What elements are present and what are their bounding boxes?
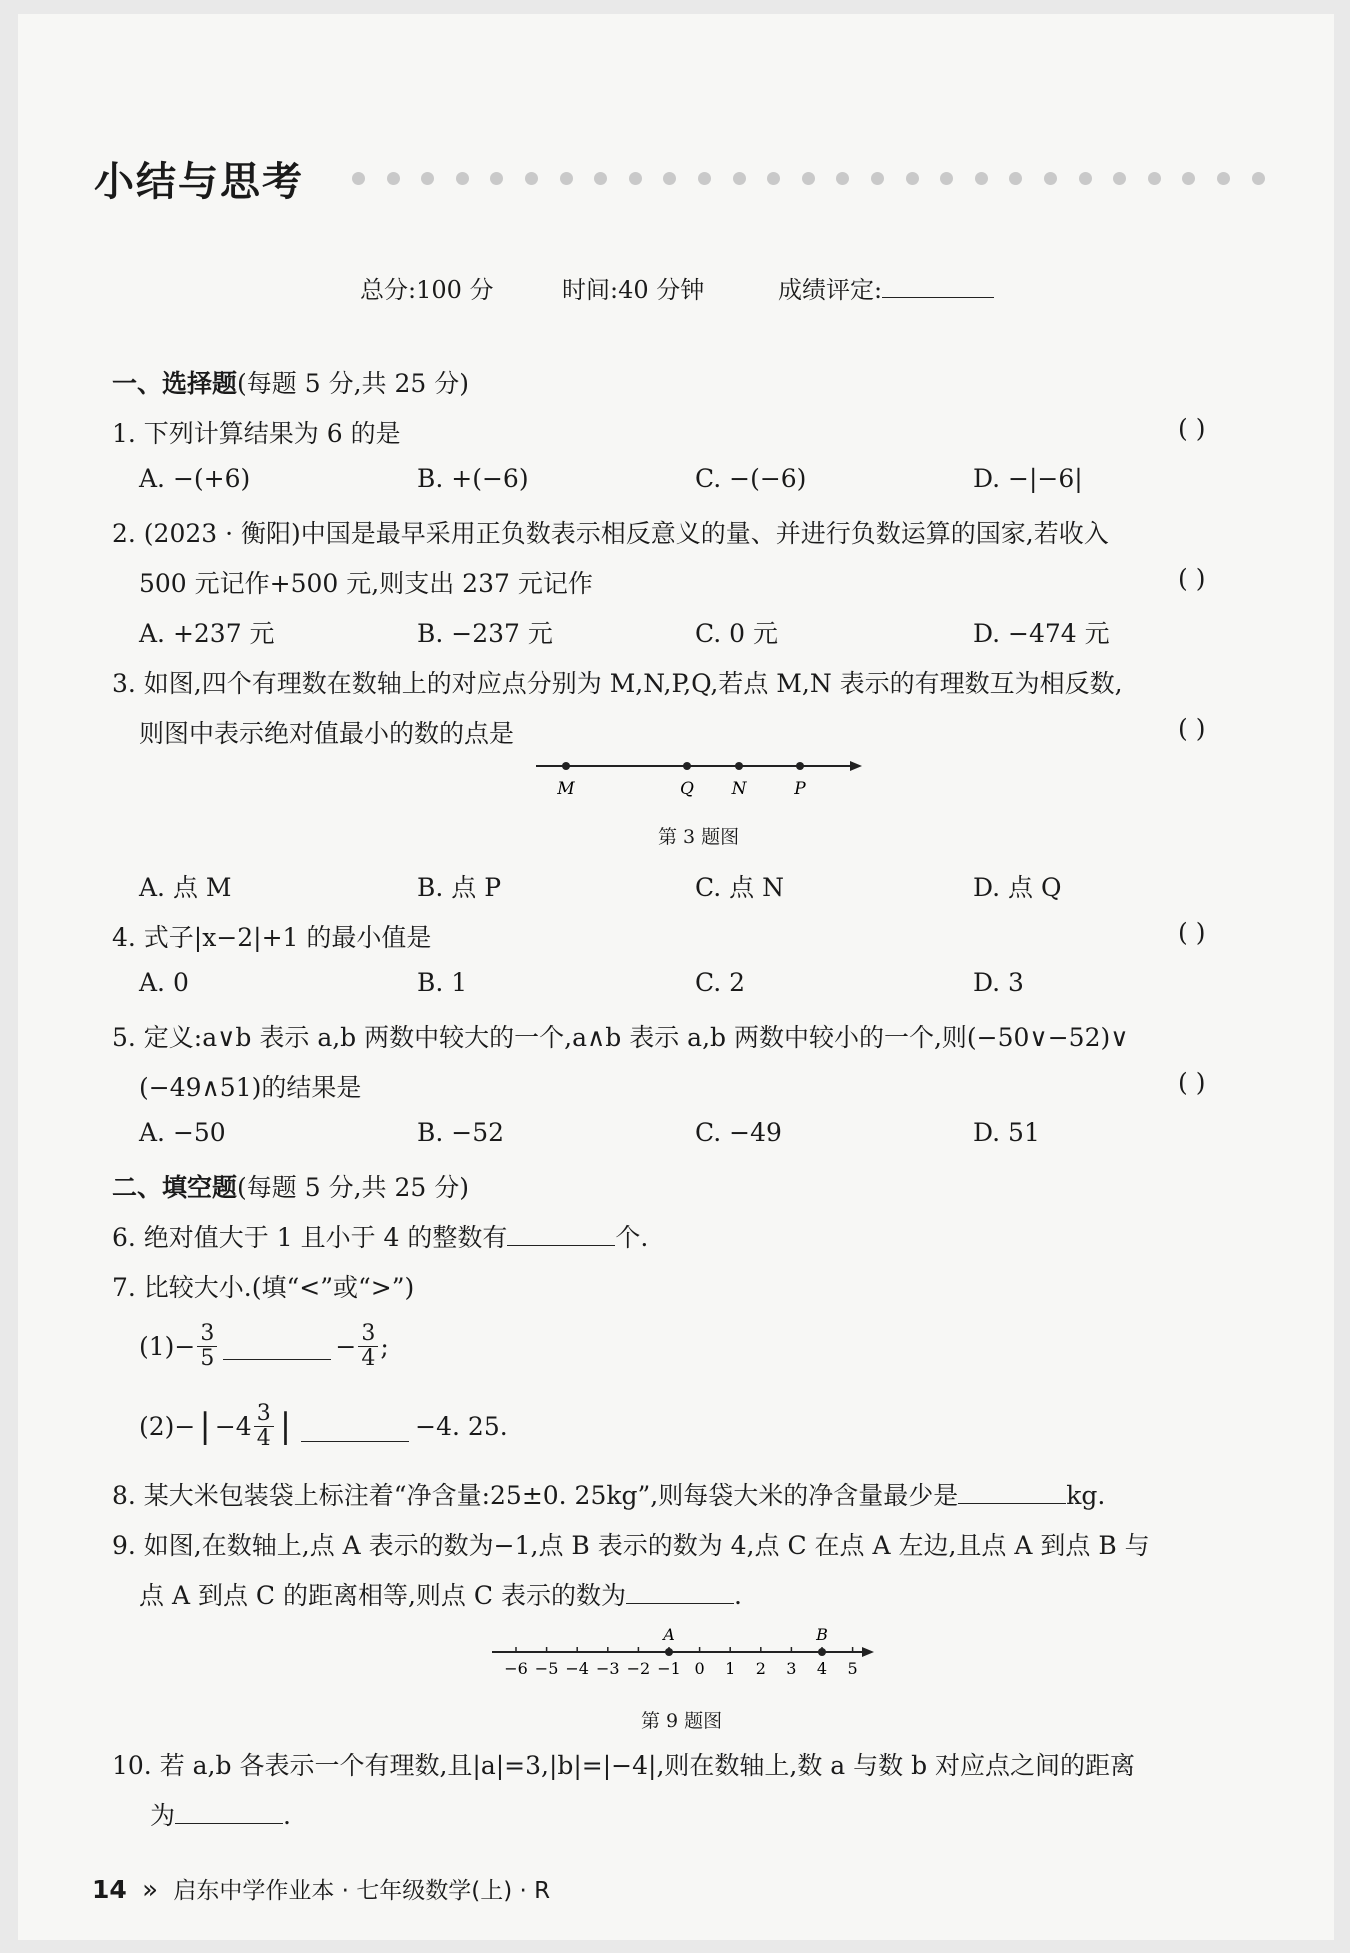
q4-option-c[interactable]: C. 2 (695, 968, 746, 997)
q3-stem-line2: 则图中表示绝对值最小的数的点是 (139, 719, 515, 748)
q10-answer-blank[interactable] (175, 1823, 283, 1824)
q2-option-d[interactable]: D. −474 元 (973, 619, 1110, 648)
q3-answer-paren[interactable]: ( ) (1178, 714, 1206, 743)
q3-point-n-label: N (731, 779, 747, 799)
title-dot (1079, 172, 1092, 185)
q10-stem-line1: 10. 若 a,b 各表示一个有理数,且|a|=3,|b|=|−4|,则在数轴上,数 a 与数 b 对应点之间的距离 (112, 1751, 1136, 1780)
q7-fraction-b-den: 4 (361, 1345, 376, 1371)
q5-answer-paren[interactable]: ( ) (1178, 1068, 1206, 1097)
q7-part2-blank[interactable] (301, 1441, 409, 1442)
title-dot-rule (352, 172, 1272, 186)
q3-option-d[interactable]: D. 点 Q (973, 873, 1062, 902)
title-dot (1182, 172, 1195, 185)
q3-figure-caption: 第 3 题图 (658, 826, 740, 848)
section1-note: (每题 5 分,共 25 分) (237, 369, 469, 398)
q1-option-a[interactable]: A. −(+6) (139, 464, 251, 493)
grade-label (778, 270, 994, 305)
title-dot (767, 172, 780, 185)
q9-point-a-label: A (663, 1625, 675, 1644)
q3-point-n-dot (735, 762, 743, 770)
q9-tick-label: −6 (504, 1659, 528, 1678)
q3-option-b[interactable]: B. 点 P (417, 873, 502, 902)
title-dot (1113, 172, 1126, 185)
q9-point-b-label: B (816, 1625, 828, 1644)
q3-number-line-figure (530, 752, 870, 802)
time-limit: 时间:40 分钟 (562, 276, 705, 304)
q9-point-b-dot (818, 1648, 826, 1656)
title-dot (733, 172, 746, 185)
q10-stem-line2 (150, 1796, 291, 1832)
q9-tick-label: 0 (694, 1659, 705, 1678)
q7-abs-right-bar: | (279, 1406, 292, 1446)
title-dot (871, 172, 884, 185)
footer-arrow-icon: » (142, 1875, 159, 1905)
grade-blank[interactable] (882, 297, 994, 298)
q9-tick-label: −1 (657, 1659, 681, 1678)
q5-option-a[interactable]: A. −50 (139, 1118, 226, 1147)
q9-tick-label: 5 (847, 1659, 858, 1678)
q7-abs-left-bar: | (199, 1406, 211, 1446)
q3-option-a[interactable]: A. 点 M (139, 873, 232, 902)
q7-part1-blank[interactable] (223, 1359, 331, 1360)
q7-fraction-a-den: 5 (200, 1345, 215, 1371)
title-dot (698, 172, 711, 185)
q3-stem-line1: 3. 如图,四个有理数在数轴上的对应点分别为 M,N,P,Q,若点 M,N 表示的有理数互为相反数, (112, 669, 1123, 698)
title-dot (456, 172, 469, 185)
title-dot (1148, 172, 1161, 185)
q3-point-m-dot (562, 762, 570, 770)
title-dot (1044, 172, 1057, 185)
title-dot (525, 172, 538, 185)
q7-part2-end: −4. 25. (415, 1411, 508, 1441)
q7-part1-end: ; (380, 1331, 389, 1361)
q7-part2-inner: −4 (214, 1411, 252, 1441)
title-dot (975, 172, 988, 185)
title-dot (629, 172, 642, 185)
title-dot (663, 172, 676, 185)
q5-option-d[interactable]: D. 51 (973, 1118, 1040, 1147)
q2-answer-paren[interactable]: ( ) (1178, 564, 1206, 593)
q6-text-before: 6. 绝对值大于 1 且小于 4 的整数有 (112, 1223, 508, 1252)
title-dot (802, 172, 815, 185)
q3-option-c[interactable]: C. 点 N (695, 873, 784, 902)
q8-line (112, 1476, 1105, 1512)
q9-stem-line2 (139, 1576, 742, 1612)
q7-part2 (139, 1396, 508, 1456)
q10-text-after: . (283, 1801, 291, 1830)
section2-title: 二、填空题 (112, 1173, 238, 1202)
title-dot (1252, 172, 1265, 185)
q2-stem-line1: 2. (2023 · 衡阳)中国是最早采用正负数表示相反意义的量、并进行负数运算的国家,若收入 (112, 519, 1109, 548)
title-dot (352, 172, 365, 185)
q9-tick-label: 3 (786, 1659, 797, 1678)
q1-stem: 1. 下列计算结果为 6 的是 (112, 419, 401, 448)
title-dot (836, 172, 849, 185)
q1-option-c[interactable]: C. −(−6) (695, 464, 807, 493)
q7-fraction-c-den: 4 (256, 1425, 271, 1451)
q3-point-q-dot (683, 762, 691, 770)
q9-text-after: . (733, 1581, 742, 1610)
q9-tick-label: 4 (816, 1659, 828, 1678)
q5-stem-line1: 5. 定义:a∨b 表示 a,b 两数中较大的一个,a∧b 表示 a,b 两数中较小的一个,则(−50∨−52)∨ (112, 1023, 1129, 1052)
title-dot (387, 172, 400, 185)
q7-fraction-a (197, 1322, 217, 1369)
total-score: 总分:100 分 (360, 276, 494, 304)
title-dot (421, 172, 434, 185)
q4-option-b[interactable]: B. 1 (417, 968, 468, 997)
q7-part1-minus: − (335, 1331, 357, 1361)
q10-text-before: 为 (150, 1801, 176, 1830)
q9-number-line-figure (488, 1620, 878, 1684)
q7-fraction-b-num: 3 (358, 1322, 378, 1346)
q8-text-after: kg. (1066, 1481, 1106, 1510)
q7-fraction-a-num: 3 (197, 1322, 217, 1346)
page-title: 小结与思考 (94, 159, 304, 205)
q5-stem-line2: (−49∧51)的结果是 (139, 1073, 362, 1102)
q6-line (112, 1218, 648, 1254)
q4-option-a[interactable]: A. 0 (139, 968, 189, 997)
q9-tick-label: 2 (755, 1659, 766, 1678)
q9-tick-label: 1 (725, 1659, 736, 1678)
q7-stem: 7. 比较大小.(填“<”或“>”) (112, 1273, 415, 1302)
q2-option-a[interactable]: A. +237 元 (139, 619, 275, 648)
q2-option-b[interactable]: B. −237 元 (417, 619, 553, 648)
q9-tick-label: −5 (534, 1659, 559, 1678)
q7-part1-label: (1)− (139, 1331, 196, 1361)
title-dot (1009, 172, 1022, 185)
page-footer (92, 1872, 550, 1905)
title-dot (1217, 172, 1230, 185)
grade-label-text: 成绩评定: (778, 276, 883, 304)
q3-axis-arrow (850, 761, 862, 771)
section1-title: 一、选择题 (112, 369, 238, 398)
q3-point-m-label: M (557, 779, 575, 799)
q6-text-after: 个. (615, 1223, 649, 1252)
q9-tick-label: −3 (596, 1659, 620, 1678)
q2-stem-line2: 500 元记作+500 元,则支出 237 元记作 (139, 569, 593, 598)
q1-option-d[interactable]: D. −|−6| (973, 464, 1083, 493)
q9-axis-arrow (862, 1647, 874, 1657)
q7-part1 (139, 1318, 389, 1374)
q7-fraction-c-num: 3 (254, 1402, 274, 1426)
q2-option-c[interactable]: C. 0 元 (695, 619, 778, 648)
q9-tick-label: −2 (626, 1659, 651, 1678)
q7-fraction-b (358, 1322, 378, 1369)
q9-text-before: 点 A 到点 C 的距离相等,则点 C 表示的数为 (139, 1581, 626, 1610)
q8-text-before: 8. 某大米包装袋上标注着“净含量:25±0. 25kg”,则每袋大米的净含量最少是 (112, 1481, 959, 1510)
section2-note: (每题 5 分,共 25 分) (237, 1173, 469, 1202)
title-dot (906, 172, 919, 185)
q4-stem: 4. 式子|x−2|+1 的最小值是 (112, 923, 432, 952)
q1-option-b[interactable]: B. +(−6) (417, 464, 529, 493)
q1-answer-paren[interactable]: ( ) (1178, 414, 1206, 443)
title-dot (940, 172, 953, 185)
section-heading-choice (112, 364, 469, 400)
q9-figure-caption: 第 9 题图 (641, 1710, 723, 1732)
q9-point-a-dot (665, 1648, 673, 1656)
q3-point-p-dot (796, 762, 804, 770)
section-heading-fill (112, 1168, 469, 1204)
page-number: 14 (92, 1875, 127, 1904)
title-dot (560, 172, 573, 185)
title-dot (594, 172, 607, 185)
q4-answer-paren[interactable]: ( ) (1178, 918, 1206, 947)
q7-fraction-c (254, 1402, 274, 1449)
q5-option-b[interactable]: B. −52 (417, 1118, 505, 1147)
q4-option-d[interactable]: D. 3 (973, 968, 1024, 997)
book-title: 启东中学作业本 · 七年级数学(上) · R (173, 1878, 551, 1904)
q9-tick-label: −4 (565, 1659, 589, 1678)
q7-part2-label: (2)− (139, 1411, 196, 1441)
q5-option-c[interactable]: C. −49 (695, 1118, 782, 1147)
q6-answer-blank[interactable] (507, 1245, 615, 1246)
q9-answer-blank[interactable] (626, 1603, 734, 1604)
q8-answer-blank[interactable] (958, 1503, 1066, 1504)
title-dot (490, 172, 503, 185)
q3-point-p-label: P (794, 779, 806, 799)
q3-point-q-label: Q (680, 779, 694, 799)
q9-stem-line1: 9. 如图,在数轴上,点 A 表示的数为−1,点 B 表示的数为 4,点 C 在点 A 左边,且点 A 到点 B 与 (112, 1531, 1150, 1560)
